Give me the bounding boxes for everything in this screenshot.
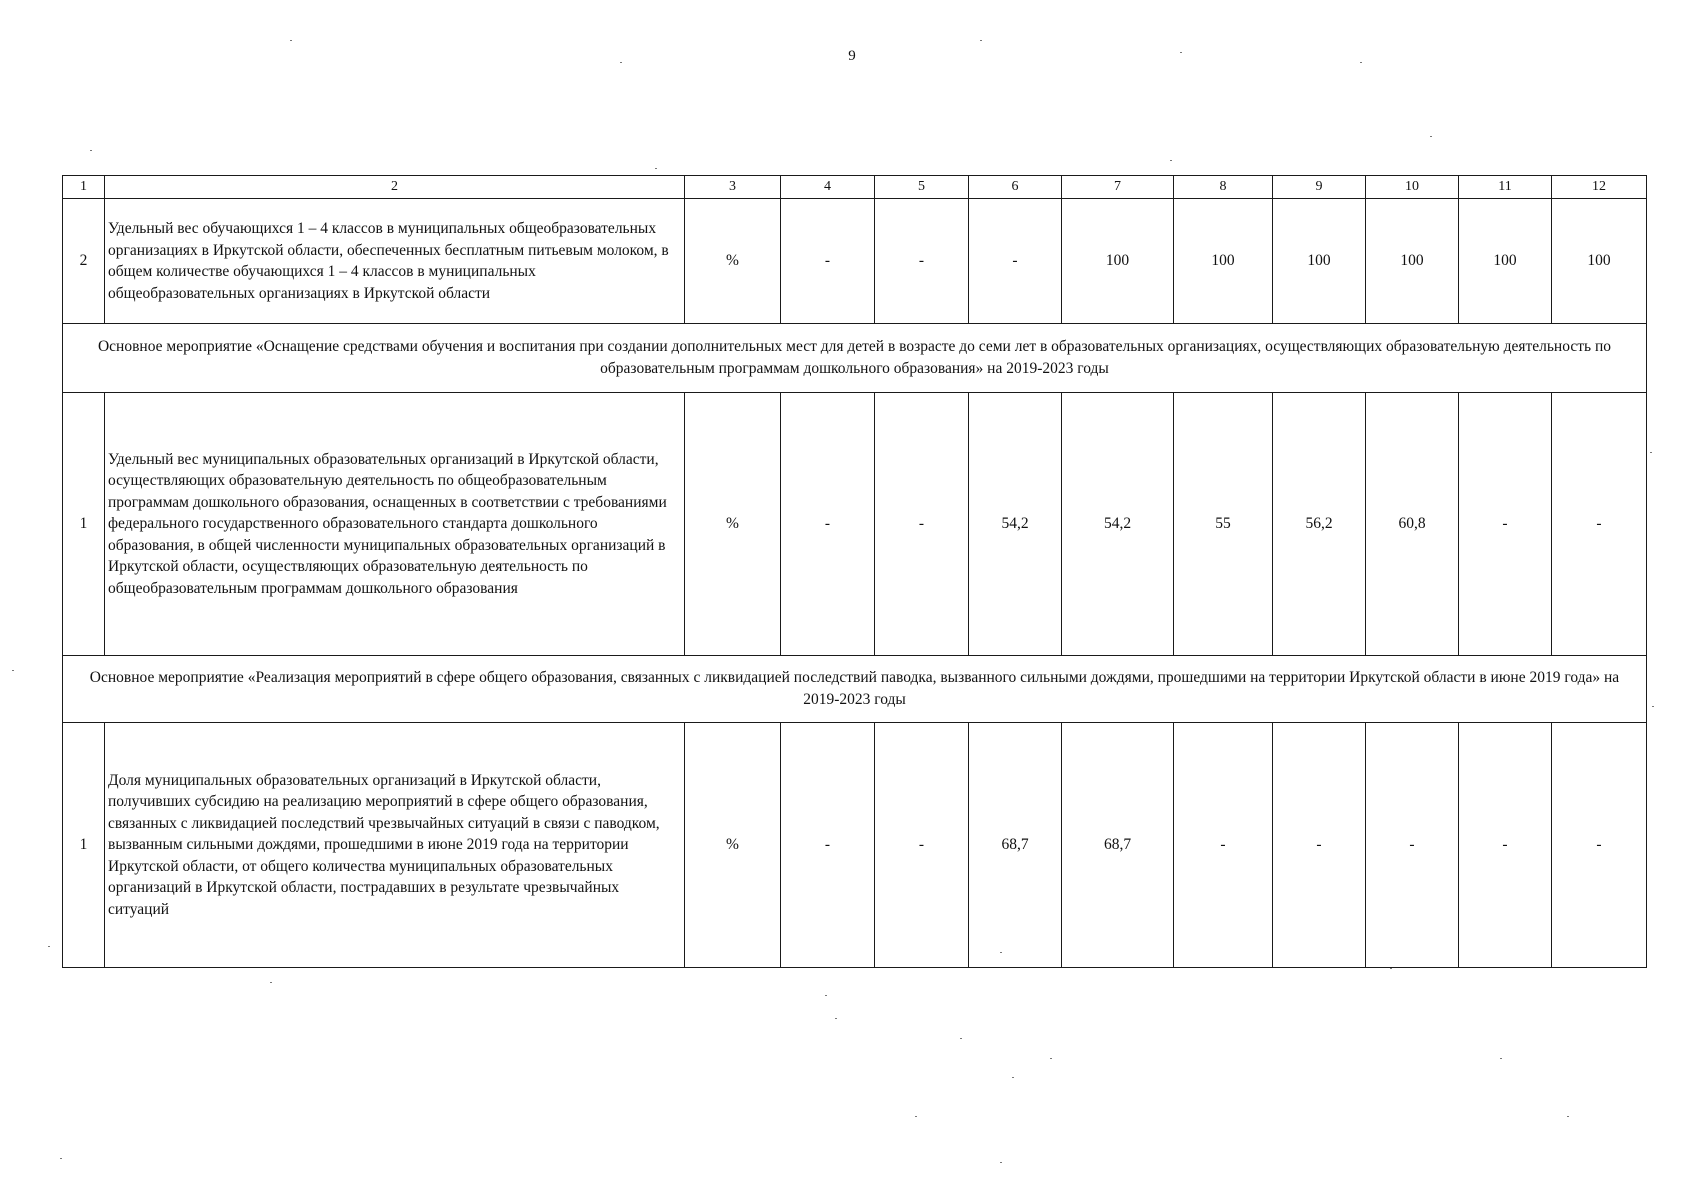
scan-speck bbox=[1650, 452, 1652, 453]
scan-speck bbox=[12, 670, 14, 671]
indicator-description: Удельный вес муниципальных образовательных организаций в Иркутской области, осуществляющих образовательную деятельность по общеобразовательным программам дошкольного образования, оснащенных в соответствии с требованиями федерального государственного образовательного стандарта дошкольного образования, в общей численности муниципальных образовательных организаций в Иркутской области, осуществляющих образовательную деятельность по общеобразовательным программам дошкольного образования bbox=[105, 393, 685, 656]
column-number-cell: 8 bbox=[1174, 176, 1273, 199]
value-cell: 100 bbox=[1062, 199, 1174, 324]
scan-speck bbox=[1012, 1077, 1014, 1078]
scan-speck bbox=[290, 40, 292, 41]
scan-speck bbox=[1390, 968, 1392, 969]
value-cell: 68,7 bbox=[1062, 723, 1174, 968]
scan-speck bbox=[1000, 1162, 1002, 1163]
scan-speck bbox=[980, 40, 982, 41]
column-number-cell: 3 bbox=[685, 176, 781, 199]
column-number-cell: 12 bbox=[1552, 176, 1647, 199]
value-cell: - bbox=[1366, 723, 1459, 968]
value-cell: 55 bbox=[1174, 393, 1273, 656]
scan-speck bbox=[90, 150, 92, 151]
value-cell: - bbox=[1552, 393, 1647, 656]
value-cell: 100 bbox=[1552, 199, 1647, 324]
column-number-cell: 2 bbox=[105, 176, 685, 199]
value-cell: 100 bbox=[1174, 199, 1273, 324]
row-number: 2 bbox=[63, 199, 105, 324]
section-row bbox=[63, 656, 1647, 723]
scan-speck bbox=[1170, 160, 1172, 161]
scan-speck bbox=[835, 1018, 837, 1019]
scan-speck bbox=[1567, 1116, 1569, 1117]
scan-speck bbox=[1652, 706, 1654, 707]
scan-speck bbox=[1000, 952, 1002, 953]
section-row bbox=[63, 324, 1647, 393]
scan-speck bbox=[915, 1116, 917, 1117]
column-number-cell: 7 bbox=[1062, 176, 1174, 199]
value-cell: 60,8 bbox=[1366, 393, 1459, 656]
indicator-description: Удельный вес обучающихся 1 – 4 классов в муниципальных общеобразовательных организациях в Иркутской области, обеспеченных бесплатным питьевым молоком, в общем количестве обучающихся 1 – 4 классов в муниципальных общеобразовательных организациях в Иркутской области bbox=[105, 199, 685, 324]
scan-speck bbox=[620, 62, 622, 63]
table-row bbox=[63, 199, 1647, 324]
scan-speck bbox=[1360, 62, 1362, 63]
value-cell: 54,2 bbox=[969, 393, 1062, 656]
value-cell: - bbox=[1273, 723, 1366, 968]
column-number-row bbox=[63, 176, 1647, 199]
value-cell: - bbox=[781, 199, 875, 324]
indicators-table bbox=[62, 175, 1647, 968]
scan-speck bbox=[1180, 52, 1182, 53]
scan-speck bbox=[1050, 1058, 1052, 1059]
scan-speck bbox=[960, 1038, 962, 1039]
column-number-cell: 6 bbox=[969, 176, 1062, 199]
unit-cell: % bbox=[685, 393, 781, 656]
scan-speck bbox=[825, 995, 827, 996]
value-cell: - bbox=[875, 723, 969, 968]
column-number-cell: 10 bbox=[1366, 176, 1459, 199]
section-title: Основное мероприятие «Оснащение средствами обучения и воспитания при создании дополнительных мест для детей в возрасте до семи лет в образовательных организациях, осуществляющих образовательную деятельность по образовательным программам дошкольного образования» на 2019-2023 годы bbox=[63, 324, 1647, 393]
value-cell: - bbox=[875, 393, 969, 656]
scan-speck bbox=[270, 982, 272, 983]
value-cell: 100 bbox=[1366, 199, 1459, 324]
value-cell: 68,7 bbox=[969, 723, 1062, 968]
scan-speck bbox=[1500, 1058, 1502, 1059]
scan-speck bbox=[48, 946, 50, 947]
column-number-cell: 11 bbox=[1459, 176, 1552, 199]
column-number-cell: 1 bbox=[63, 176, 105, 199]
indicator-description: Доля муниципальных образовательных организаций в Иркутской области, получивших субсидию на реализацию мероприятий в сфере общего образования, связанных с ликвидацией последствий чрезвычайных ситуаций в связи с паводком, вызванным сильными дождями, прошедшими в июне 2019 года на территории Иркутской области, от общего количества муниципальных образовательных организаций в Иркутской области, пострадавших в результате чрезвычайных ситуаций bbox=[105, 723, 685, 968]
unit-cell: % bbox=[685, 723, 781, 968]
value-cell: - bbox=[781, 723, 875, 968]
value-cell: - bbox=[1459, 723, 1552, 968]
column-number-cell: 4 bbox=[781, 176, 875, 199]
table-row bbox=[63, 393, 1647, 656]
value-cell: - bbox=[969, 199, 1062, 324]
value-cell: - bbox=[1552, 723, 1647, 968]
value-cell: - bbox=[781, 393, 875, 656]
value-cell: 54,2 bbox=[1062, 393, 1174, 656]
scan-speck bbox=[655, 168, 657, 169]
column-number-cell: 5 bbox=[875, 176, 969, 199]
value-cell: 100 bbox=[1273, 199, 1366, 324]
section-title: Основное мероприятие «Реализация мероприятий в сфере общего образования, связанных с ликвидацией последствий паводка, вызванного сильными дождями, прошедшими на территории Иркутской области в июне 2019 года» на 2019-2023 годы bbox=[63, 656, 1647, 723]
page-number: 9 bbox=[848, 48, 856, 64]
table-row bbox=[63, 723, 1647, 968]
row-number: 1 bbox=[63, 723, 105, 968]
unit-cell: % bbox=[685, 199, 781, 324]
value-cell: 100 bbox=[1459, 199, 1552, 324]
value-cell: 56,2 bbox=[1273, 393, 1366, 656]
scan-speck bbox=[60, 1158, 62, 1159]
column-number-cell: 9 bbox=[1273, 176, 1366, 199]
scan-speck bbox=[1430, 136, 1432, 137]
row-number: 1 bbox=[63, 393, 105, 656]
value-cell: - bbox=[875, 199, 969, 324]
value-cell: - bbox=[1174, 723, 1273, 968]
value-cell: - bbox=[1459, 393, 1552, 656]
